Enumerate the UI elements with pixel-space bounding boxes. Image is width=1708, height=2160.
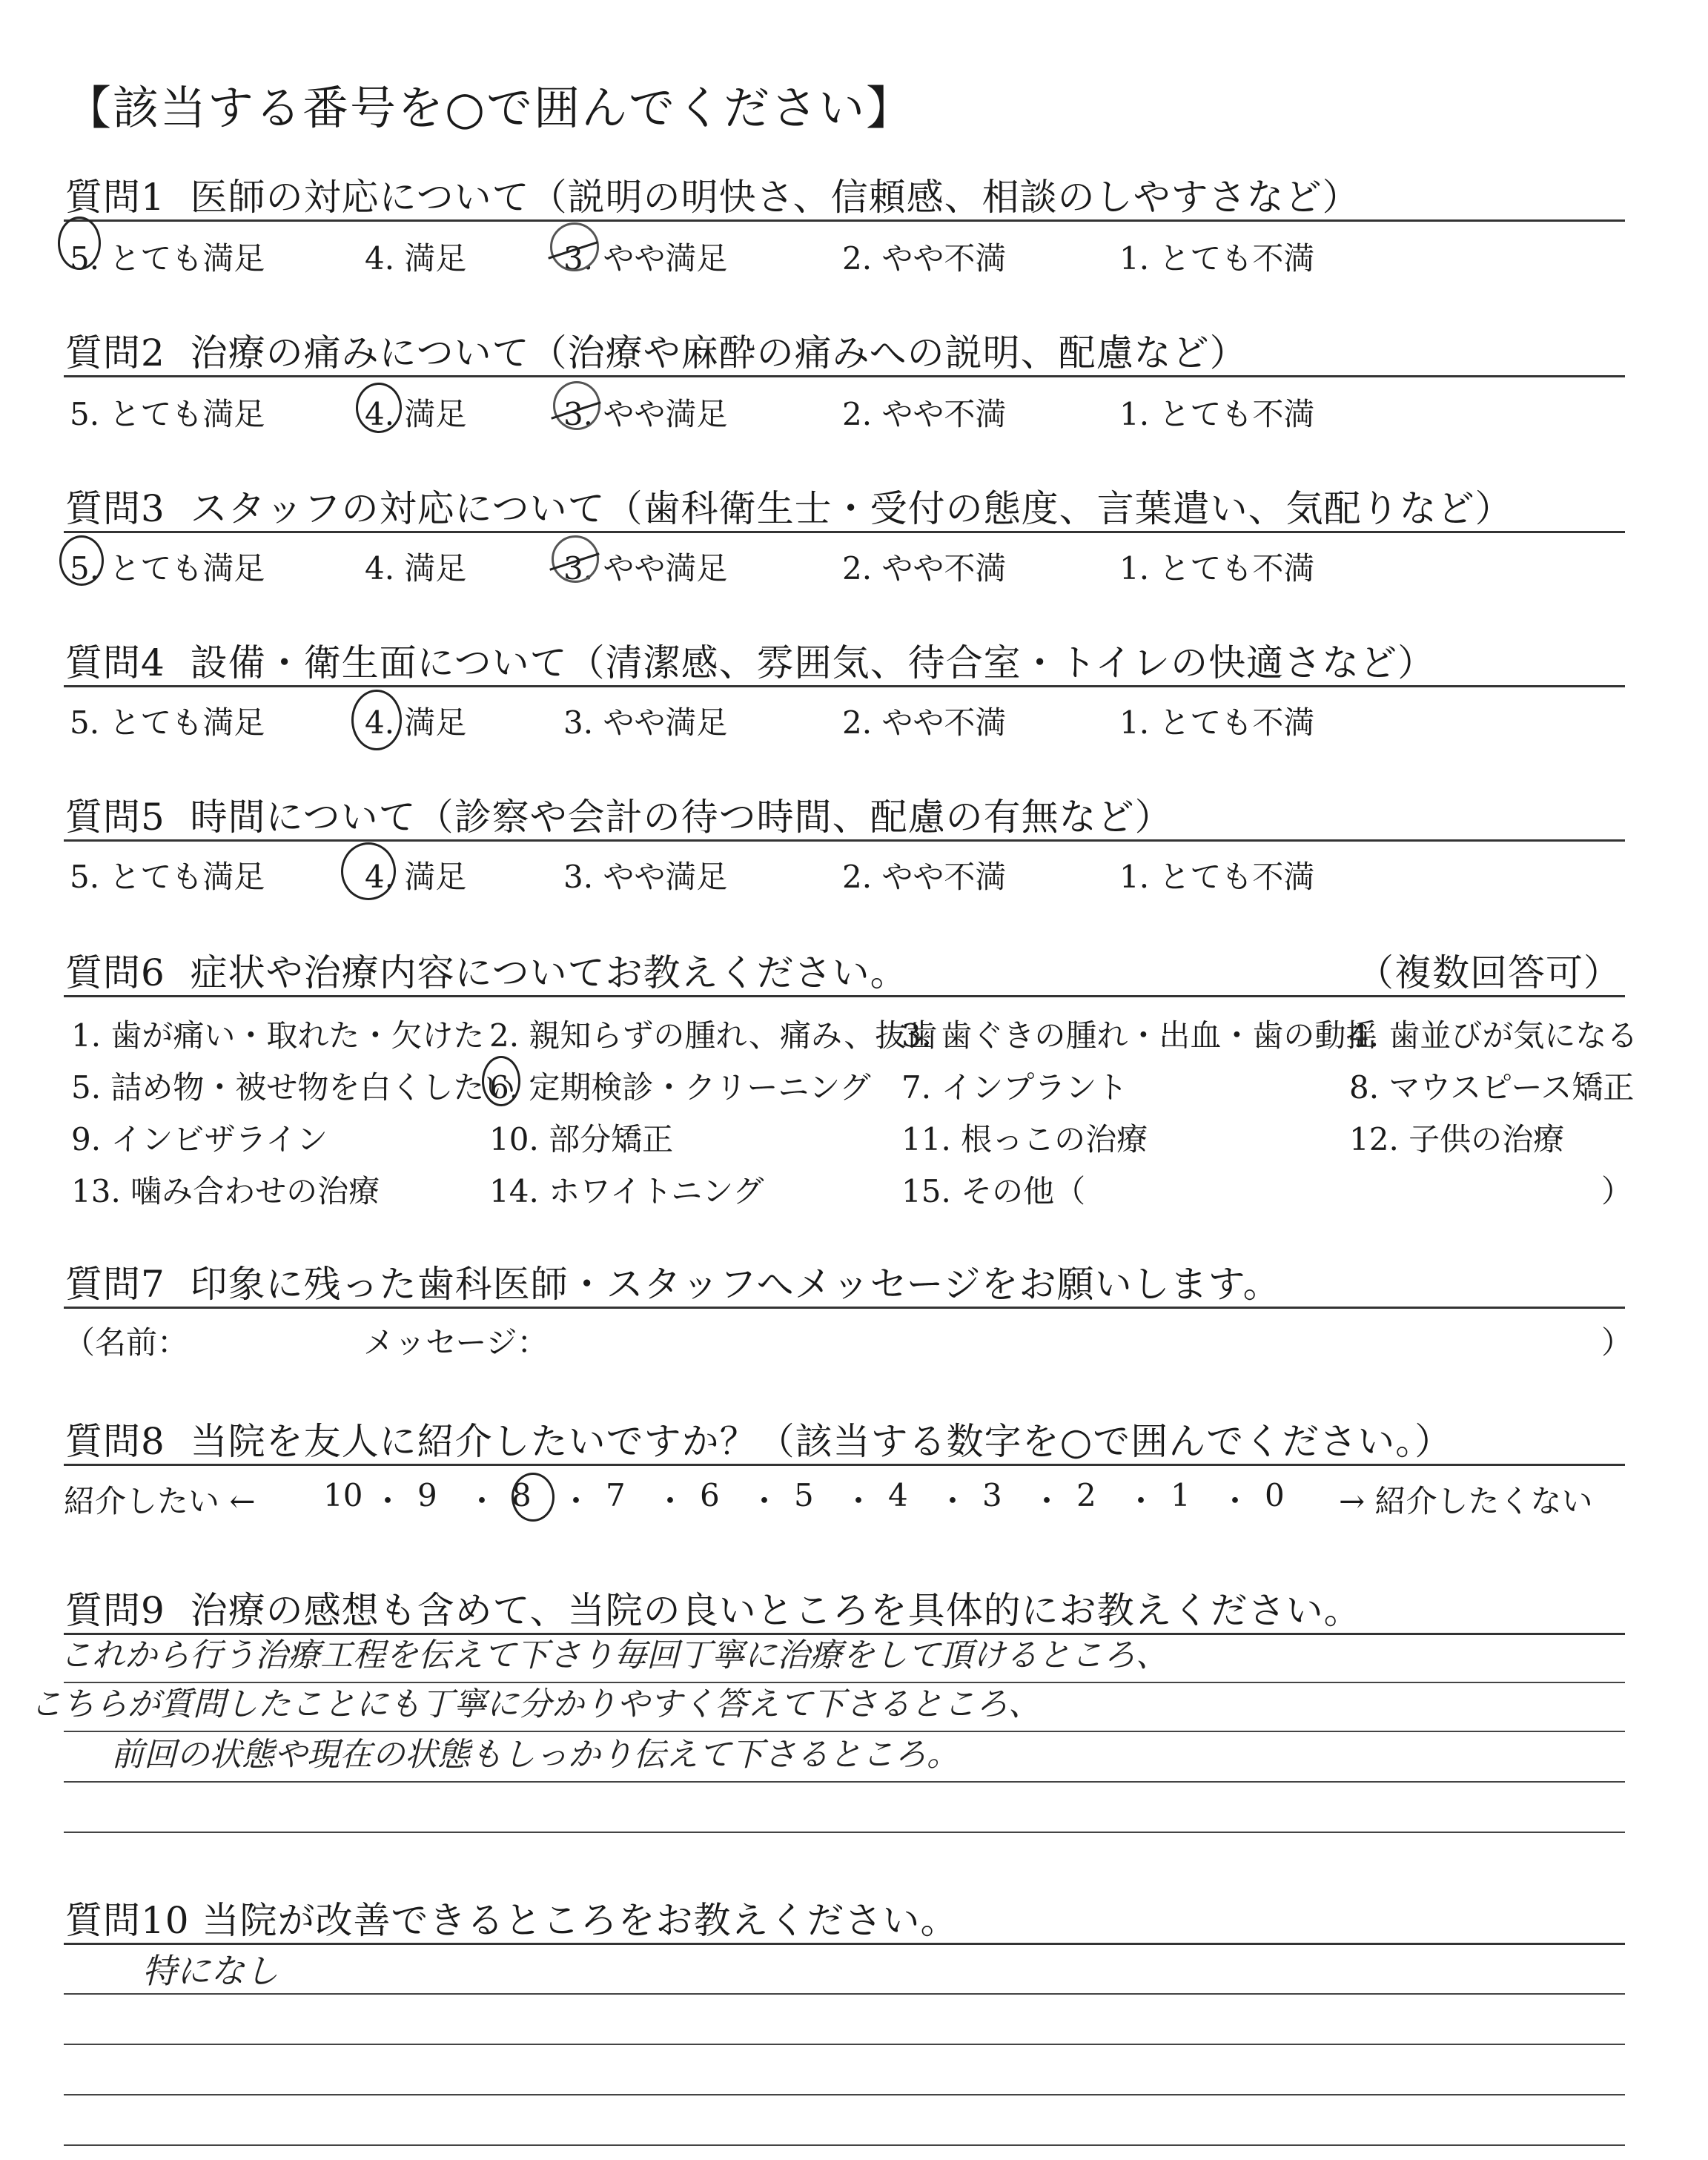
recommend-left-label: 紹介したい ← bbox=[64, 1483, 256, 1519]
recommend-right-label: → 紹介したくない bbox=[1339, 1483, 1593, 1519]
handwritten-circle-mark bbox=[356, 383, 402, 433]
question-3-text: スタッフの対応について（歯科衛生士・受付の態度、言葉遣い、気配りなど） bbox=[190, 487, 1513, 530]
q4-option-3[interactable]: 3. やや満足 bbox=[563, 704, 728, 741]
question-6-label: 質問6 bbox=[65, 951, 165, 994]
handwritten-circle-mark bbox=[341, 842, 396, 900]
q6-option-12[interactable]: 12. 子供の治療 bbox=[1349, 1121, 1565, 1157]
q3-option-5[interactable]: 5. とても満足 bbox=[70, 550, 265, 587]
q6-option-9[interactable]: 9. インビザライン bbox=[71, 1121, 328, 1157]
q5-option-3[interactable]: 3. やや満足 bbox=[563, 859, 728, 895]
divider bbox=[64, 1943, 1625, 1945]
question-5-label: 質問5 bbox=[65, 796, 165, 839]
handwritten-answer-line-3: 前回の状態や現在の状態もしっかり伝えて下さるところ。 bbox=[111, 1736, 959, 1774]
handwritten-answer-line-1: これから行う治療工程を伝えて下さり毎回丁寧に治療をして頂けるところ、 bbox=[59, 1636, 1168, 1674]
q5-option-5[interactable]: 5. とても満足 bbox=[70, 859, 265, 895]
q1-option-4[interactable]: 4. 満足 bbox=[365, 240, 467, 277]
recommend-score-2[interactable]: 2 bbox=[1076, 1477, 1096, 1513]
scale-separator-dot: ・ bbox=[843, 1483, 875, 1519]
q3-option-3[interactable]: 3. やや満足 bbox=[563, 550, 728, 587]
q5-option-2[interactable]: 2. やや不満 bbox=[842, 859, 1007, 895]
divider bbox=[64, 685, 1625, 687]
question-2-label: 質問2 bbox=[65, 331, 165, 374]
q5-option-1[interactable]: 1. とても不満 bbox=[1119, 859, 1315, 895]
recommend-score-6[interactable]: 6 bbox=[700, 1477, 720, 1513]
q2-option-4[interactable]: 4. 満足 bbox=[365, 396, 467, 432]
handwritten-circle-mark bbox=[482, 1056, 520, 1106]
recommend-score-8[interactable]: 8 bbox=[512, 1477, 532, 1513]
q6-option-14[interactable]: 14. ホワイトニング bbox=[489, 1173, 764, 1209]
message-close-paren: ） bbox=[1601, 1324, 1633, 1361]
scale-separator-dot: ・ bbox=[1219, 1483, 1251, 1519]
divider bbox=[64, 1307, 1625, 1309]
multiple-answers-note: （複数回答可） bbox=[1357, 951, 1621, 994]
divider bbox=[64, 995, 1625, 997]
divider bbox=[64, 375, 1625, 377]
question-5-text: 時間について（診察や会計の待つ時間、配慮の有無など） bbox=[190, 796, 1173, 839]
question-9-label: 質問9 bbox=[65, 1589, 165, 1632]
q4-option-2[interactable]: 2. やや不満 bbox=[842, 704, 1007, 741]
question-10-text: 当院が改善できるところをお教えください。 bbox=[202, 1899, 959, 1942]
answer-line bbox=[64, 1832, 1625, 1833]
q4-option-1[interactable]: 1. とても不満 bbox=[1119, 704, 1315, 741]
question-8-label: 質問8 bbox=[65, 1420, 165, 1463]
q6-option-13[interactable]: 13. 噛み合わせの治療 bbox=[71, 1173, 380, 1209]
question-3-label: 質問3 bbox=[65, 487, 165, 530]
q6-other-close-paren: ） bbox=[1601, 1173, 1633, 1209]
question-4-text: 設備・衛生面について（清潔感、雰囲気、待合室・トイレの快適さなど） bbox=[190, 641, 1436, 684]
q6-option-3[interactable]: 3. 歯ぐきの腫れ・出血・歯の動揺 bbox=[901, 1017, 1377, 1054]
question-6 bbox=[65, 943, 908, 997]
recommend-score-4[interactable]: 4 bbox=[888, 1477, 908, 1513]
q4-option-5[interactable]: 5. とても満足 bbox=[70, 704, 265, 741]
answer-line bbox=[64, 2144, 1625, 2146]
q1-option-2[interactable]: 2. やや不満 bbox=[842, 240, 1007, 277]
answer-line bbox=[64, 2044, 1625, 2045]
answer-line bbox=[64, 2094, 1625, 2095]
message-field-label: メッセージ： bbox=[363, 1324, 549, 1361]
q6-option-4[interactable]: 4. 歯並びが気になる bbox=[1349, 1017, 1638, 1054]
q2-option-1[interactable]: 1. とても不満 bbox=[1119, 396, 1315, 432]
question-5 bbox=[65, 787, 1173, 841]
q3-option-1[interactable]: 1. とても不満 bbox=[1119, 550, 1315, 587]
recommend-score-10[interactable]: 10 bbox=[323, 1477, 363, 1513]
divider bbox=[64, 219, 1625, 222]
recommend-score-0[interactable]: 0 bbox=[1265, 1477, 1285, 1513]
question-7-text: 印象に残った歯科医師・スタッフへメッセージをお願いします。 bbox=[190, 1263, 1281, 1306]
handwritten-circle-mark bbox=[59, 535, 104, 586]
question-3 bbox=[65, 479, 1513, 532]
q5-option-4[interactable]: 4. 満足 bbox=[365, 859, 467, 895]
q1-option-5[interactable]: 5. とても満足 bbox=[70, 240, 265, 277]
handwritten-answer-line-2: こちらが質問したことにも丁寧に分かりやすく答えて下さるところ、 bbox=[30, 1685, 1041, 1723]
scale-separator-dot: ・ bbox=[937, 1483, 969, 1519]
q1-option-3[interactable]: 3. やや満足 bbox=[563, 240, 728, 277]
handwritten-answer-q10: 特になし bbox=[142, 1951, 279, 1991]
recommend-score-5[interactable]: 5 bbox=[794, 1477, 814, 1513]
q6-option-6[interactable]: 6. 定期検診・クリーニング bbox=[489, 1069, 871, 1106]
question-8 bbox=[65, 1412, 1452, 1465]
question-1-text: 医師の対応について（説明の明快さ、信頼感、相談のしやすさなど） bbox=[190, 176, 1360, 219]
question-2-text: 治療の痛みについて（治療や麻酔の痛みへの説明、配慮など） bbox=[190, 331, 1248, 374]
divider bbox=[64, 1464, 1625, 1466]
question-9-text: 治療の感想も含めて、当院の良いところを具体的にお教えください。 bbox=[190, 1589, 1362, 1632]
crossed-out-circle-mark bbox=[550, 222, 599, 271]
question-4-label: 質問4 bbox=[65, 641, 165, 684]
divider bbox=[64, 531, 1625, 533]
q2-option-2[interactable]: 2. やや不満 bbox=[842, 396, 1007, 432]
crossed-out-circle-mark bbox=[552, 535, 599, 583]
question-7-label: 質問7 bbox=[65, 1263, 165, 1306]
q3-option-4[interactable]: 4. 満足 bbox=[365, 550, 467, 587]
recommend-score-3[interactable]: 3 bbox=[982, 1477, 1002, 1513]
handwritten-circle-mark bbox=[512, 1473, 555, 1522]
scale-separator-dot: ・ bbox=[560, 1483, 592, 1519]
recommend-score-7[interactable]: 7 bbox=[606, 1477, 626, 1513]
name-field-label: （名前： bbox=[64, 1324, 189, 1361]
recommend-score-1[interactable]: 1 bbox=[1171, 1477, 1191, 1513]
scale-separator-dot: ・ bbox=[1125, 1483, 1157, 1519]
question-4 bbox=[65, 633, 1435, 687]
answer-line bbox=[64, 1781, 1625, 1783]
q6-option-8[interactable]: 8. マウスピース矯正 bbox=[1349, 1069, 1635, 1106]
q6-option-7[interactable]: 7. インプラント bbox=[901, 1069, 1128, 1106]
recommend-score-9[interactable]: 9 bbox=[417, 1477, 437, 1513]
answer-line bbox=[64, 1993, 1625, 1995]
divider bbox=[64, 839, 1625, 842]
q3-option-2[interactable]: 2. やや不満 bbox=[842, 550, 1007, 587]
scale-separator-dot: ・ bbox=[749, 1483, 781, 1519]
q6-option-1[interactable]: 1. 歯が痛い・取れた・欠けた bbox=[71, 1017, 485, 1054]
scale-separator-dot: ・ bbox=[655, 1483, 686, 1519]
question-9 bbox=[65, 1581, 1362, 1634]
question-2 bbox=[65, 323, 1248, 377]
q2-option-5[interactable]: 5. とても満足 bbox=[70, 396, 265, 432]
scale-separator-dot: ・ bbox=[372, 1483, 404, 1519]
handwritten-circle-mark bbox=[58, 217, 101, 270]
question-10 bbox=[65, 1891, 959, 1944]
q4-option-4[interactable]: 4. 満足 bbox=[365, 704, 467, 741]
question-1 bbox=[65, 168, 1360, 221]
handwritten-circle-mark bbox=[351, 690, 402, 750]
scale-separator-dot: ・ bbox=[1031, 1483, 1063, 1519]
question-1-label: 質問1 bbox=[65, 176, 165, 219]
q6-option-2[interactable]: 2. 親知らずの腫れ、痛み、抜歯 bbox=[489, 1017, 938, 1054]
scale-separator-dot: ・ bbox=[466, 1483, 498, 1519]
q6-option-5[interactable]: 5. 詰め物・被せ物を白くしたい bbox=[71, 1069, 516, 1106]
q1-option-1[interactable]: 1. とても不満 bbox=[1119, 240, 1315, 277]
q6-option-10[interactable]: 10. 部分矯正 bbox=[489, 1121, 674, 1157]
q2-option-3[interactable]: 3. やや満足 bbox=[563, 396, 728, 432]
question-6-text: 症状や治療内容についてお教えください。 bbox=[190, 951, 908, 994]
q6-option-15[interactable]: 15. その他（ bbox=[901, 1173, 1086, 1209]
q6-option-11[interactable]: 11. 根っこの治療 bbox=[901, 1121, 1148, 1157]
question-10-label: 質問10 bbox=[65, 1899, 190, 1942]
question-8-text: 当院を友人に紹介したいですか？（該当する数字を○で囲んでください。） bbox=[190, 1420, 1453, 1463]
question-7 bbox=[65, 1255, 1281, 1308]
page-title: 【該当する番号を○で囲んでください】 bbox=[65, 81, 914, 135]
